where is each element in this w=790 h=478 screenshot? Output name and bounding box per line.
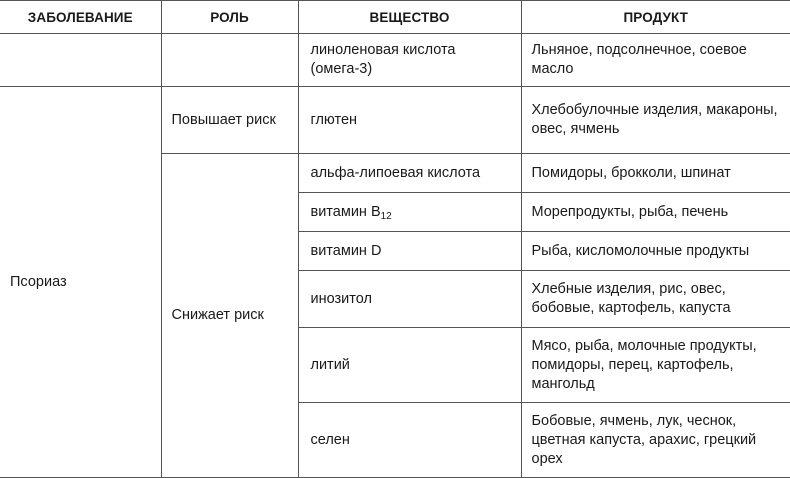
product-cell: Рыба, кисломолочные продукты: [521, 232, 790, 271]
table-row: [0, 87, 790, 154]
substance-cell: альфа-липоевая кислота: [298, 154, 521, 193]
substance-cell: витамин D: [298, 232, 521, 271]
substance-cell: селен: [298, 403, 521, 478]
header-role: РОЛЬ: [161, 1, 298, 34]
header-substance: ВЕЩЕСТВО: [298, 1, 521, 34]
header-row: [0, 1, 790, 34]
substance-cell: инозитол: [298, 271, 521, 328]
product-cell: Морепродукты, рыба, печень: [521, 193, 790, 232]
product-cell: Хлебобулочные изделия, макароны, овес, ячмень: [521, 87, 790, 154]
substance-cell: глютен: [298, 87, 521, 154]
substance-cell: [298, 193, 521, 232]
product-cell: Льняное, подсолнечное, соевое масло: [521, 34, 790, 87]
role-cell-decreases: Снижает риск: [161, 154, 298, 478]
substance-base: витамин B: [310, 203, 381, 220]
disease-cell-psoriasis: Псориаз: [0, 87, 161, 478]
disease-cell-empty: [0, 34, 161, 87]
product-cell: Мясо, рыба, молочные продукты, помидоры, перец, картофель, мангольд: [521, 328, 790, 403]
product-cell: Помидоры, брокколи, шпинат: [521, 154, 790, 193]
substance-cell: линоленовая кислота (омега-3): [298, 34, 521, 87]
header-disease: ЗАБОЛЕВАНИЕ: [0, 1, 161, 34]
role-cell-empty: [161, 34, 298, 87]
product-cell: Хлебные изделия, рис, овес, бобовые, картофель, капуста: [521, 271, 790, 328]
role-cell-increases: Повышает риск: [161, 87, 298, 154]
substance-subscript: 12: [380, 210, 392, 222]
substance-cell: литий: [298, 328, 521, 403]
table-row: [0, 34, 790, 87]
header-product: ПРОДУКТ: [521, 1, 790, 34]
product-cell: Бобовые, ячмень, лук, чеснок, цветная капуста, арахис, грецкий орех: [521, 403, 790, 478]
